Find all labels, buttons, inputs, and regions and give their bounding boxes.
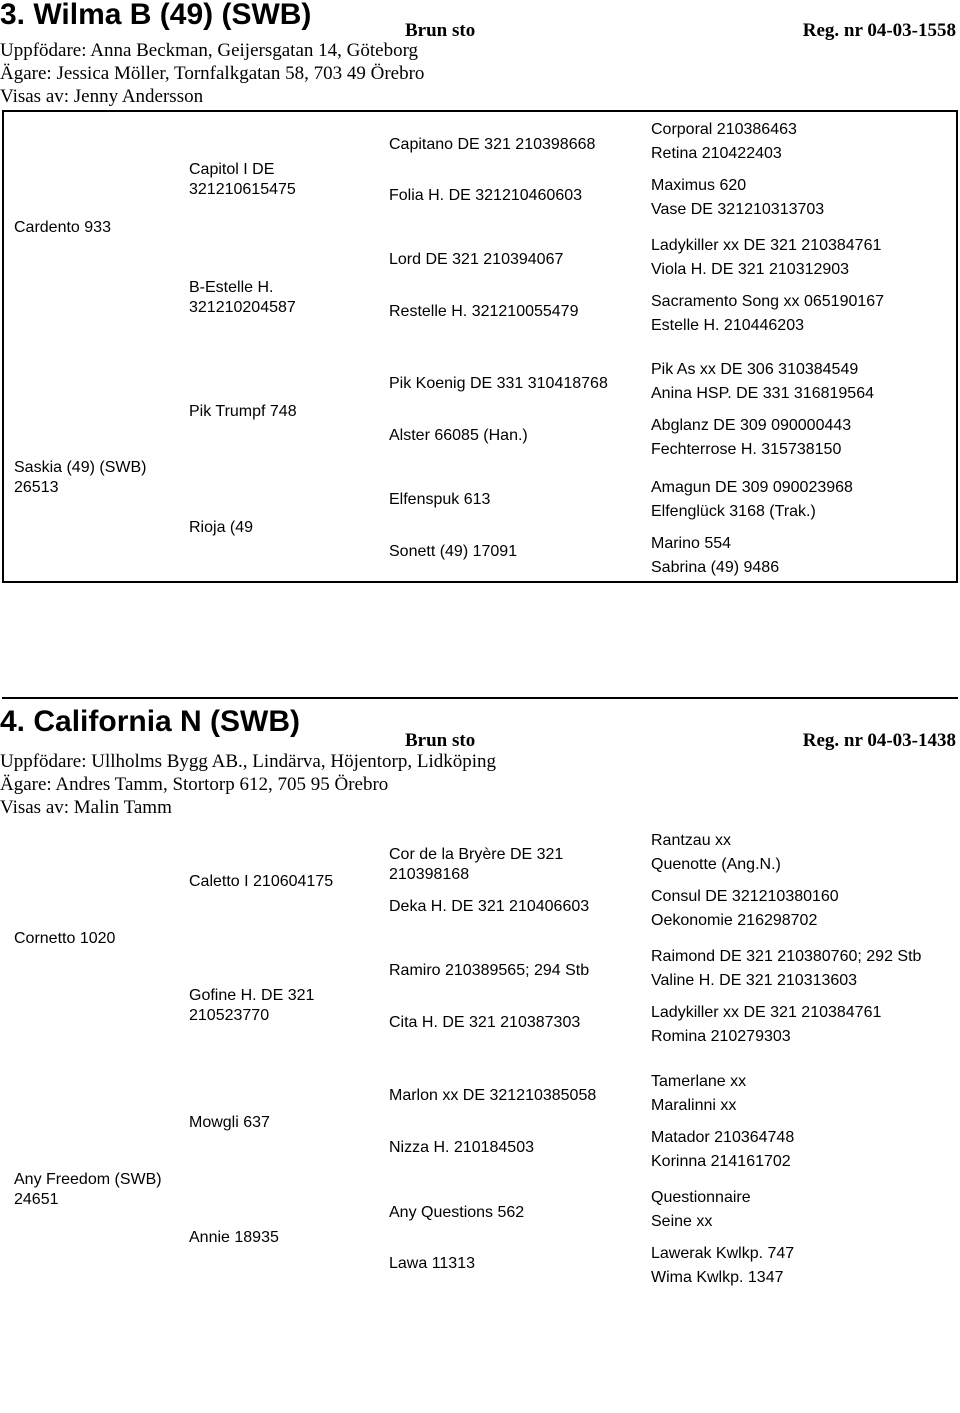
- dam: Saskia (49) (SWB) 26513: [14, 459, 147, 496]
- entry-title: 3. Wilma B (49) (SWB): [0, 0, 312, 31]
- gen4-item: Sacramento Song xx 065190167: [651, 293, 885, 310]
- gen4-item: Consul DE 321210380160: [651, 888, 839, 905]
- gen4-item: Wima Kwlkp. 1347: [651, 1269, 784, 1286]
- gen3-item: Sonett (49) 17091: [389, 543, 518, 560]
- registration-number: Reg. nr 04-03-1438: [802, 730, 956, 751]
- gen4-item: Anina HSP. DE 331 316819564: [651, 385, 874, 402]
- gen4-item: Quenotte (Ang.N.): [651, 856, 781, 873]
- gen3-item: Elfenspuk 613: [389, 491, 491, 508]
- gen4-item: Matador 210364748: [651, 1129, 795, 1146]
- gen2-item: Caletto I 210604175: [189, 873, 334, 890]
- gen4-item: Abglanz DE 309 090000443: [651, 417, 852, 434]
- breeder-line: Uppfödare: Anna Beckman, Geijersgatan 14, Göteborg: [0, 40, 419, 61]
- gen4-item: Vase DE 321210313703: [651, 201, 825, 218]
- gen3-item: Capitano DE 321 210398668: [389, 136, 596, 153]
- gen3-item: Lord DE 321 210394067: [389, 251, 564, 268]
- owner-line: Ägare: Jessica Möller, Tornfalkgatan 58, 703 49 Örebro: [0, 63, 425, 84]
- registration-number: Reg. nr 04-03-1558: [802, 20, 956, 41]
- gen3-item: Any Questions 562: [389, 1204, 525, 1221]
- gen3-item: Alster 66085 (Han.): [389, 427, 528, 444]
- gen4-item: Elfenglück 3168 (Trak.): [651, 503, 816, 520]
- owner-line: Ägare: Andres Tamm, Stortorp 612, 705 95 Örebro: [0, 774, 389, 795]
- gen4-item: Questionnaire: [651, 1189, 751, 1206]
- gen2-item: B-Estelle H. 321210204587: [189, 279, 296, 316]
- gen4-item: Corporal 210386463: [651, 121, 797, 138]
- gen3-item: Cita H. DE 321 210387303: [389, 1014, 581, 1031]
- gen4-item: Fechterrose H. 315738150: [651, 441, 842, 458]
- gen4-item: Raimond DE 321 210380760; 292 Stb: [651, 948, 922, 965]
- gen4-item: Oekonomie 216298702: [651, 912, 818, 929]
- gen3-item: Deka H. DE 321 210406603: [389, 898, 590, 915]
- section-divider: [2, 697, 958, 699]
- gen4-item: Ladykiller xx DE 321 210384761: [651, 1004, 882, 1021]
- gen4-item: Seine xx: [651, 1213, 713, 1230]
- gen3-item: Marlon xx DE 321210385058: [389, 1087, 597, 1104]
- gen4-item: Pik As xx DE 306 310384549: [651, 361, 859, 378]
- shown-by-line: Visas av: Jenny Andersson: [0, 86, 204, 107]
- dam: Any Freedom (SWB) 24651: [14, 1171, 162, 1208]
- entry-title: 4. California N (SWB): [0, 705, 301, 738]
- sire: Cardento 933: [14, 219, 111, 236]
- gen4-item: Tamerlane xx: [651, 1073, 747, 1090]
- gen4-item: Sabrina (49) 9486: [651, 559, 780, 576]
- gen3-item: Folia H. DE 321210460603: [389, 187, 583, 204]
- gender-label: Brun sto: [405, 730, 476, 751]
- gen4-item: Ladykiller xx DE 321 210384761: [651, 237, 882, 254]
- gen4-item: Lawerak Kwlkp. 747: [651, 1245, 795, 1262]
- gen4-item: Korinna 214161702: [651, 1153, 791, 1170]
- gender-label: Brun sto: [405, 20, 476, 41]
- gen4-item: Amagun DE 309 090023968: [651, 479, 853, 496]
- gen4-item: Rantzau xx: [651, 832, 732, 849]
- gen3-item: Lawa 11313: [389, 1255, 475, 1272]
- gen3-item: Pik Koenig DE 331 310418768: [389, 375, 608, 392]
- gen3-item: Nizza H. 210184503: [389, 1139, 534, 1156]
- sire: Cornetto 1020: [14, 930, 116, 947]
- gen4-item: Marino 554: [651, 535, 732, 552]
- gen4-item: Maximus 620: [651, 177, 747, 194]
- gen2-item: Pik Trumpf 748: [189, 403, 297, 420]
- gen2-item: Mowgli 637: [189, 1114, 270, 1131]
- gen2-item: Capitol I DE 321210615475: [189, 161, 296, 198]
- gen4-item: Estelle H. 210446203: [651, 317, 804, 334]
- gen3-item: Ramiro 210389565; 294 Stb: [389, 962, 590, 979]
- breeder-line: Uppfödare: Ullholms Bygg AB., Lindärva, Höjentorp, Lidköping: [0, 751, 497, 772]
- gen3-item: Cor de la Bryère DE 321 210398168: [389, 846, 564, 883]
- gen3-item: Restelle H. 321210055479: [389, 303, 579, 320]
- shown-by-line: Visas av: Malin Tamm: [0, 797, 172, 818]
- gen4-item: Retina 210422403: [651, 145, 782, 162]
- gen4-item: Maralinni xx: [651, 1097, 737, 1114]
- gen2-item: Rioja (49: [189, 519, 254, 536]
- gen2-item: Gofine H. DE 321 210523770: [189, 987, 315, 1024]
- gen4-item: Valine H. DE 321 210313603: [651, 972, 858, 989]
- gen4-item: Viola H. DE 321 210312903: [651, 261, 850, 278]
- gen4-item: Romina 210279303: [651, 1028, 791, 1045]
- gen2-item: Annie 18935: [189, 1229, 279, 1246]
